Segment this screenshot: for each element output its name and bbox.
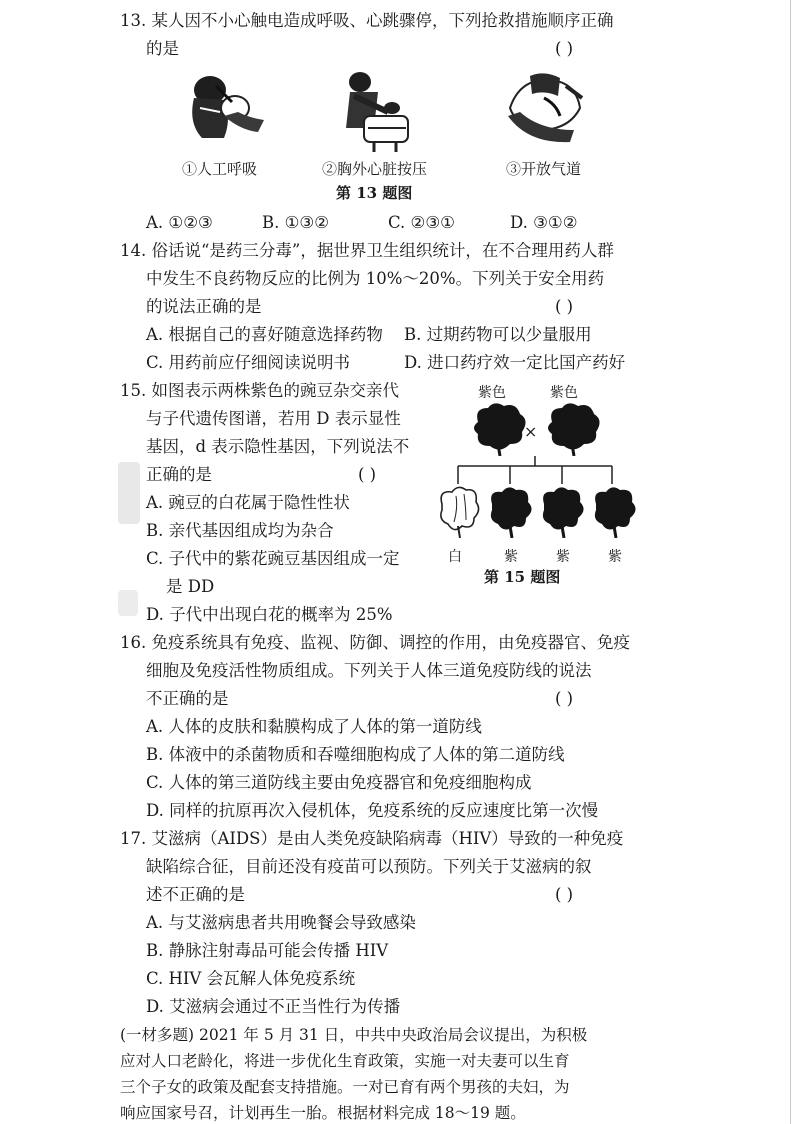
q13-fig-label-2: ②胸外心脏按压 bbox=[322, 160, 428, 178]
q13-option-a: A. ①②③ bbox=[146, 213, 213, 232]
q13-stem-line1: 13. 某人因不小心触电造成呼吸、心跳骤停，下列抢救措施顺序正确 bbox=[120, 11, 614, 30]
q14-stem-line3: 的说法正确的是 bbox=[146, 297, 262, 316]
q13-fig-caption: 第 13 题图 bbox=[336, 184, 413, 202]
q15-stem-line4: 正确的是 bbox=[146, 465, 212, 484]
material-line3: 三个子女的政策及配套支持措施。一对已育有两个男孩的夫妇，为 bbox=[120, 1078, 570, 1096]
q15-child-purple-flower-1 bbox=[486, 484, 536, 538]
material-line2: 应对人口老龄化，将进一步优化生育政策，实施一对夫妻可以生育 bbox=[120, 1052, 570, 1070]
q15-pedigree-lines bbox=[440, 456, 630, 486]
q14-answer-paren: ( ) bbox=[555, 297, 574, 316]
q13-fig-label-1: ①人工呼吸 bbox=[182, 160, 258, 178]
q15-child-label-2: 紫 bbox=[504, 549, 518, 565]
q13-option-b: B. ①③② bbox=[262, 213, 329, 232]
q14-option-a: A. 根据自己的喜好随意选择药物 bbox=[146, 325, 383, 344]
q13-airway-opening-illustration bbox=[500, 68, 590, 152]
q16-option-d: D. 同样的抗原再次入侵机体，免疫系统的反应速度比第一次慢 bbox=[146, 801, 599, 820]
q13-option-c: C. ②③① bbox=[388, 213, 455, 232]
q16-option-b: B. 体液中的杀菌物质和吞噬细胞构成了人体的第二道防线 bbox=[146, 745, 565, 764]
q15-child-purple-flower-2 bbox=[538, 484, 588, 538]
q17-option-b: B. 静脉注射毒品可能会传播 HIV bbox=[146, 941, 389, 960]
q15-cross-symbol: × bbox=[524, 422, 538, 441]
page-edge bbox=[790, 0, 791, 1124]
q15-option-d: D. 子代中出现白花的概率为 25% bbox=[146, 605, 393, 624]
q15-fig-caption: 第 15 题图 bbox=[484, 568, 561, 586]
q15-parent-purple-flower-1 bbox=[470, 400, 530, 456]
q17-option-c: C. HIV 会瓦解人体免疫系统 bbox=[146, 969, 356, 988]
q15-stem-line3: 基因，d 表示隐性基因，下列说法不 bbox=[146, 437, 410, 456]
q13-stem-line2: 的是 bbox=[146, 39, 179, 58]
q14-option-b: B. 过期药物可以少量服用 bbox=[404, 325, 592, 344]
q16-stem-line3: 不正确的是 bbox=[146, 689, 229, 708]
q15-parent-label-2: 紫色 bbox=[550, 385, 578, 401]
q16-answer-paren: ( ) bbox=[555, 689, 574, 708]
q15-child-white-flower bbox=[436, 484, 482, 538]
q15-parent-purple-flower-2 bbox=[544, 400, 604, 456]
q14-option-d: D. 进口药疗效一定比国产药好 bbox=[404, 353, 626, 372]
q14-option-c: C. 用药前应仔细阅读说明书 bbox=[146, 353, 351, 372]
q15-option-a: A. 豌豆的白花属于隐性性状 bbox=[146, 493, 350, 512]
q15-option-c: C. 子代中的紫花豌豆基因组成一定 bbox=[146, 549, 400, 568]
q15-child-label-4: 紫 bbox=[608, 549, 622, 565]
q13-option-d: D. ③①② bbox=[510, 213, 578, 232]
material-line1: (一材多题) 2021 年 5 月 31 日，中共中央政治局会议提出，为积极 bbox=[120, 1026, 588, 1044]
q14-stem-line2: 中发生不良药物反应的比例为 10%～20%。下列关于安全用药 bbox=[146, 269, 605, 288]
q15-answer-paren: ( ) bbox=[358, 465, 377, 484]
q13-artificial-respiration-illustration bbox=[180, 68, 270, 152]
q15-child-label-3: 紫 bbox=[556, 549, 570, 565]
scan-smudge bbox=[118, 462, 140, 524]
q15-option-b: B. 亲代基因组成均为杂合 bbox=[146, 521, 334, 540]
q13-chest-compression-illustration bbox=[334, 68, 414, 152]
q15-stem-line2: 与子代遗传图谱，若用 D 表示显性 bbox=[146, 409, 401, 428]
q16-stem-line2: 细胞及免疫活性物质组成。下列关于人体三道免疫防线的说法 bbox=[146, 661, 592, 680]
q17-stem-line2: 缺陷综合征，目前还没有疫苗可以预防。下列关于艾滋病的叙 bbox=[146, 857, 592, 876]
q17-stem-line3: 述不正确的是 bbox=[146, 885, 245, 904]
q15-stem-line1: 15. 如图表示两株紫色的豌豆杂交亲代 bbox=[120, 381, 399, 400]
q16-option-c: C. 人体的第三道防线主要由免疫器官和免疫细胞构成 bbox=[146, 773, 532, 792]
q15-child-label-1: 白 bbox=[448, 549, 462, 565]
q17-option-d: D. 艾滋病会通过不正当性行为传播 bbox=[146, 997, 401, 1016]
q17-stem-line1: 17. 艾滋病（AIDS）是由人类免疫缺陷病毒（HIV）导致的一种免疫 bbox=[120, 829, 624, 848]
q13-fig-label-3: ③开放气道 bbox=[506, 160, 582, 178]
q15-child-purple-flower-3 bbox=[590, 484, 640, 538]
q14-stem-line1: 14. 俗话说“是药三分毒”，据世界卫生组织统计，在不合理用药人群 bbox=[120, 241, 614, 260]
q17-option-a: A. 与艾滋病患者共用晚餐会导致感染 bbox=[146, 913, 416, 932]
scan-smudge bbox=[118, 590, 138, 616]
q15-parent-label-1: 紫色 bbox=[478, 385, 506, 401]
q16-stem-line1: 16. 免疫系统具有免疫、监视、防御、调控的作用，由免疫器官、免疫 bbox=[120, 633, 630, 652]
q15-option-c-cont: 是 DD bbox=[166, 577, 215, 596]
q16-option-a: A. 人体的皮肤和黏膜构成了人体的第一道防线 bbox=[146, 717, 482, 736]
q17-answer-paren: ( ) bbox=[555, 885, 574, 904]
q13-answer-paren: ( ) bbox=[555, 39, 574, 58]
material-line4: 响应国家号召，计划再生一胎。根据材料完成 18～19 题。 bbox=[120, 1104, 526, 1122]
